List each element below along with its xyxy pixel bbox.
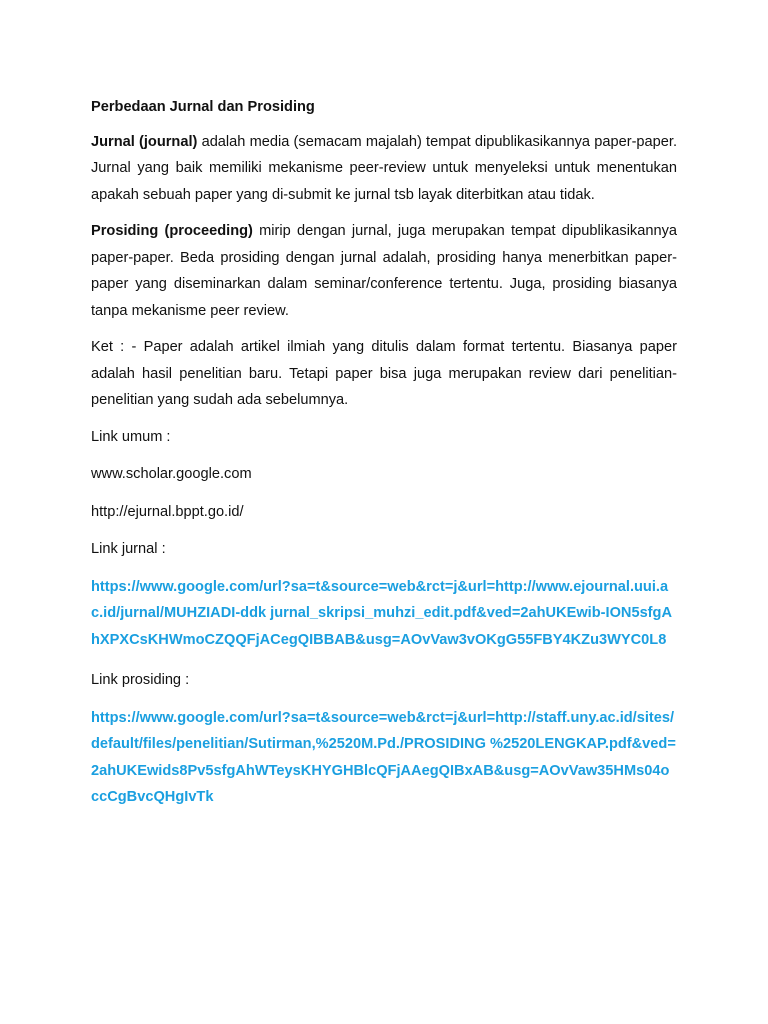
link-jurnal-label: Link jurnal : [91, 541, 166, 557]
document-title: Perbedaan Jurnal dan Prosiding [91, 99, 315, 115]
jurnal-paragraph [91, 129, 677, 209]
prosiding-definition: mirip dengan jurnal, juga merupakan tempat dipublikasikannya paper-paper. Beda prosiding dengan jurnal adalah, prosiding hanya menerbitkan paper-paper yang diseminarkan dalam seminar/conference tertentu. Juga, prosiding biasanya tanpa mekanisme peer review. [91, 223, 677, 319]
prosiding-term: Prosiding (proceeding) [91, 223, 253, 239]
link-prosiding-label: Link prosiding : [91, 672, 190, 688]
link-jurnal-url[interactable]: https://www.google.com/url?sa=t&source=web&rct=j&url=http://www.ejournal.uui.ac.id/jurnal/MUHZIADI-ddk jurnal_skripsi_muhzi_edit.pdf&ved=2ahUKEwib-ION5sfgAhXPXCsKHWmoCZQQFjACegQIBBAB&usg=AOvVaw3vOKgG55FBY4KZu3WYC0L8 [91, 578, 672, 648]
jurnal-term: Jurnal (journal) [91, 133, 198, 150]
ket-paragraph: Ket : - Paper adalah artikel ilmiah yang ditulis dalam format tertentu. Biasanya paper adalah hasil penelitian baru. Tetapi paper bisa juga merupakan review dari penelitian-penelitian yang sudah ada sebelumnya. [91, 339, 677, 408]
jurnal-definition: adalah media (semacam majalah) tempat dipublikasikannya paper-paper. Jurnal yang baik memiliki mekanisme peer-review untuk menyeleksi untuk menentukan apakah sebuah paper yang di-submit ke jurnal tsb layak diterbitkan atau tidak. [91, 133, 678, 203]
prosiding-paragraph [91, 218, 677, 324]
link-umum-scholar[interactable]: www.scholar.google.com [91, 466, 252, 482]
link-umum-ejurnal[interactable]: http://ejurnal.bppt.go.id/ [91, 503, 244, 520]
document-body [91, 94, 677, 821]
link-prosiding-url[interactable]: https://www.google.com/url?sa=t&source=web&rct=j&url=http://staff.uny.ac.id/sites/default/files/penelitian/Sutirman,%2520M.Pd./PROSIDING %2520LENGKAP.pdf&ved=2ahUKEwids8Pv5sfgAhWTeysKHYGHBlcQFjAAegQIBxAB&usg=AOvVaw35HMs04occCgBvcQHgIvTk [91, 709, 676, 805]
link-umum-label: Link umum : [91, 428, 171, 445]
